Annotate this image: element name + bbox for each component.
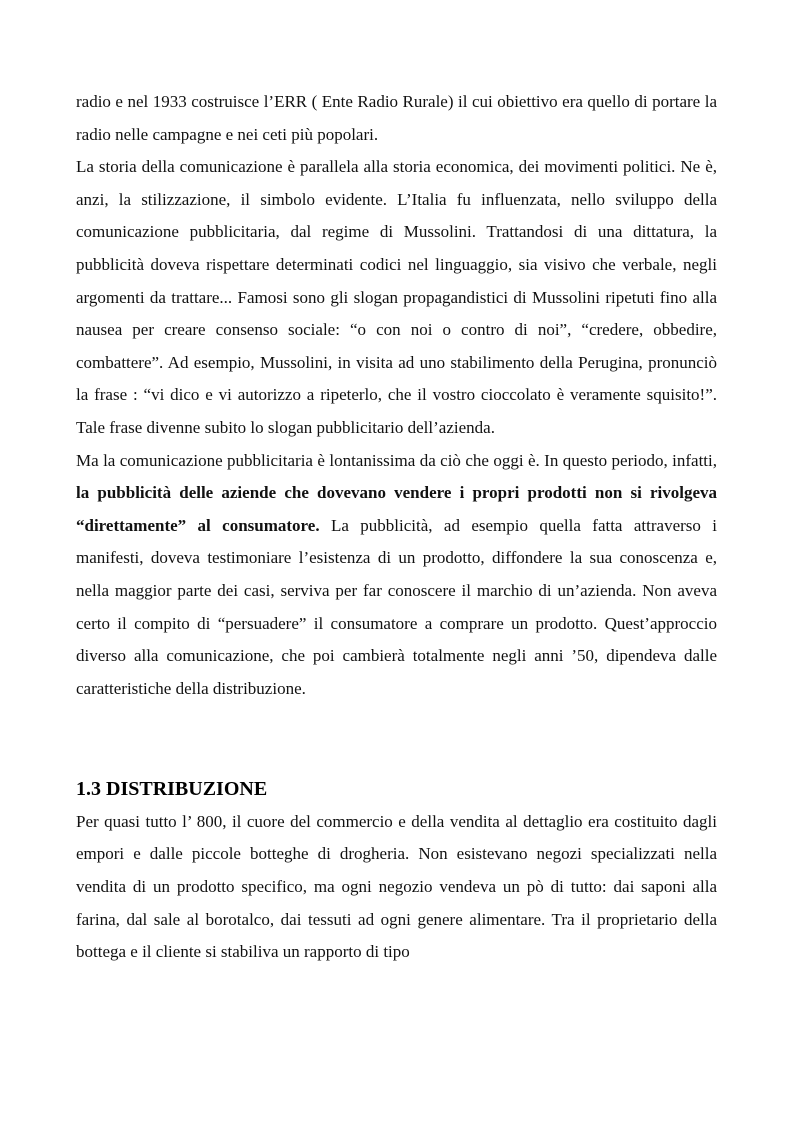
paragraph-distribuzione: Per quasi tutto l’ 800, il cuore del commercio e della vendita al dettaglio era costituito dagli empori e dalle piccole botteghe di drogheria. Non esistevano negozi specializzati nella vendita di un prodotto specifico, ma ogni negozio vendeva un pò di tutto: dai saponi alla farina, dal sale al borotalco, dai tessuti ad ogni genere alimentare. Tra il proprietario della bottega e il cliente si stabiliva un rapporto di tipo: [76, 811, 717, 962]
paragraph-storia-comunicazione: La storia della comunicazione è parallela alla storia economica, dei movimenti politici. Ne è, anzi, la stilizzazione, il simbolo evidente. L’Italia fu influenzata, nello sviluppo della comunicazione pubblicitaria, dal regime di Mussolini. Trattandosi di una dittatura, la pubblicità doveva rispettare determinati codici nel linguaggio, sia visivo che verbale, negli argomenti da trattare... Famosi sono gli slogan propagandistici di Mussolini ripetuti fino alla nausea per creare consenso sociale: “o con noi o contro di noi”, “credere, obbedire, combattere”. Ad esempio, Mussolini, in visita ad uno stabilimento della Perugina, pronunciò la frase : “vi dico e vi autorizzo a ripeterlo, che il vostro cioccolato è veramente squisito!”. Tale frase divenne subito lo slogan pubblicitario dell’azienda.: [76, 157, 717, 437]
paragraph-text-before-bold: Ma la comunicazione pubblicitaria è lontanissima da ciò che oggi è. In questo periodo, infatti,: [76, 450, 717, 470]
section-heading: 1.3 DISTRIBUZIONE: [76, 778, 268, 801]
paragraph-text-after-bold: La pubblicità, ad esempio quella fatta attraverso i manifesti, doveva testimoniare l’esistenza di un prodotto, diffondere la sua conoscenza e, nella maggior parte dei casi, serviva per far conoscere il marchio di un’azienda. Non aveva certo il compito di “persuadere” il consumatore a comprare un prodotto. Quest’approccio diverso alla comunicazione, che poi cambierà totalmente negli anni ’50, dipendeva dalle caratteristiche della distribuzione.: [76, 515, 717, 698]
document-page: [76, 86, 717, 969]
bold-statement: la pubblicità delle aziende che dovevano vendere i propri prodotti non si rivolgeva “direttamente” al consumatore.: [76, 483, 717, 535]
paragraph-radio: radio e nel 1933 costruisce l’ERR ( Ente Radio Rurale) il cui obiettivo era quello di portare la radio nelle campagne e nei ceti più popolari.: [76, 92, 717, 144]
paragraph-comunicazione-pubblicitaria: [76, 445, 717, 706]
